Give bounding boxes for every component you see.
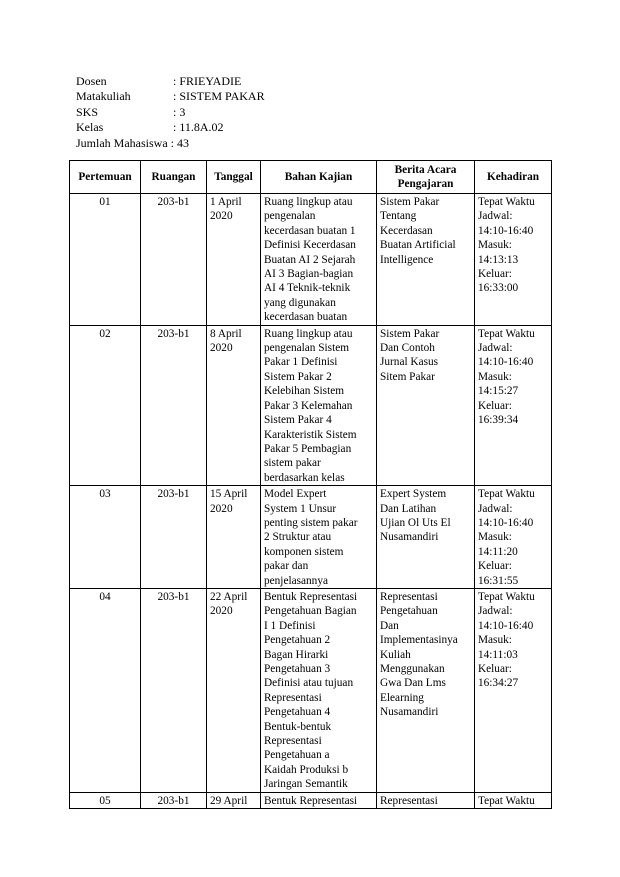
table-header-row: [70, 161, 552, 194]
header-kehadiran: Kehadiran: [475, 161, 552, 194]
table-row: [70, 588, 552, 792]
cell-tanggal: 1 April 2020: [207, 194, 261, 326]
matakuliah-label: Matakuliah: [76, 89, 131, 104]
cell-kehadiran: Tepat Waktu Jadwal: 14:10-16:40 Masuk: 14:11:20 Keluar: 16:31:55: [475, 486, 552, 589]
cell-berita-acara: Representasi: [377, 792, 475, 808]
cell-bahan-kajian: Bentuk Representasi: [261, 792, 377, 808]
attendance-table: [69, 160, 552, 809]
table-row: [70, 792, 552, 808]
table-row: [70, 325, 552, 485]
cell-kehadiran: Tepat Waktu Jadwal: 14:10-16:40 Masuk: 14:15:27 Keluar: 16:39:34: [475, 325, 552, 485]
matakuliah-value: : SISTEM PAKAR: [173, 89, 265, 104]
cell-bahan-kajian: Bentuk Representasi Pengetahuan Bagian I 1 Definisi Pengetahuan 2 Bagan Hirarki Pengetahuan 3 Definisi atau tujuan Representasi Pengetahuan 4 Bentuk-bentuk Representasi Pengetahuan a Kaidah Produksi b Jaringan Semantik: [261, 588, 377, 792]
dosen-row: [76, 74, 265, 89]
cell-tanggal: 29 April: [207, 792, 261, 808]
sks-value: : 3: [173, 104, 186, 119]
kelas-value: : 11.8A.02: [173, 120, 224, 135]
cell-pertemuan: 03: [70, 486, 141, 589]
table-row: [70, 194, 552, 326]
cell-pertemuan: 05: [70, 792, 141, 808]
header-ruangan: Ruangan: [141, 161, 207, 194]
header-pertemuan: Pertemuan: [70, 161, 141, 194]
sks-label: SKS: [76, 104, 99, 119]
cell-pertemuan: 04: [70, 588, 141, 792]
cell-ruangan: 203-b1: [141, 325, 207, 485]
cell-ruangan: 203-b1: [141, 194, 207, 326]
cell-kehadiran: Tepat Waktu Jadwal: 14:10-16:40 Masuk: 14:11:03 Keluar: 16:34:27: [475, 588, 552, 792]
header-tanggal: Tanggal: [207, 161, 261, 194]
cell-bahan-kajian: Ruang lingkup atau pengenalan Sistem Pakar 1 Definisi Sistem Pakar 2 Kelebihan Sistem Pakar 3 Kelemahan Sistem Pakar 4 Karakteristik Sistem Pakar 5 Pembagian sistem pakar berdasarkan kelas: [261, 325, 377, 485]
cell-tanggal: 8 April 2020: [207, 325, 261, 485]
cell-tanggal: 15 April 2020: [207, 486, 261, 589]
cell-bahan-kajian: Ruang lingkup atau pengenalan kecerdasan buatan 1 Definisi Kecerdasan Buatan AI 2 Sejarah AI 3 Bagian-bagian AI 4 Teknik-teknik yang digunakan kecerdasan buatan: [261, 194, 377, 326]
sks-row: [76, 105, 265, 120]
cell-kehadiran: Tepat Waktu: [475, 792, 552, 808]
cell-berita-acara: Expert System Dan Latihan Ujian Ol Uts El Nusamandiri: [377, 486, 475, 589]
cell-bahan-kajian: Model Expert System 1 Unsur penting sistem pakar 2 Struktur atau komponen sistem pakar dan penjelasannya: [261, 486, 377, 589]
kelas-row: [76, 120, 265, 135]
jumlah-row: [76, 136, 265, 151]
cell-berita-acara: Representasi Pengetahuan Dan Implementasinya Kuliah Menggunakan Gwa Dan Lms Elearning Nusamandiri: [377, 588, 475, 792]
cell-tanggal: 22 April 2020: [207, 588, 261, 792]
cell-ruangan: 203-b1: [141, 792, 207, 808]
dosen-value: : FRIEYADIE: [173, 74, 242, 88]
header-berita-acara: Berita Acara Pengajaran: [377, 161, 475, 194]
cell-pertemuan: 01: [70, 194, 141, 326]
course-info: [76, 74, 265, 151]
cell-ruangan: 203-b1: [141, 486, 207, 589]
cell-berita-acara: Sistem Pakar Dan Contoh Jurnal Kasus Sitem Pakar: [377, 325, 475, 485]
dosen-label: Dosen: [76, 74, 107, 88]
cell-kehadiran: Tepat Waktu Jadwal: 14:10-16:40 Masuk: 14:13:13 Keluar: 16:33:00: [475, 194, 552, 326]
header-bahan-kajian: Bahan Kajian: [261, 161, 377, 194]
jumlah-mahasiswa: Jumlah Mahasiswa : 43: [76, 135, 189, 150]
cell-berita-acara: Sistem Pakar Tentang Kecerdasan Buatan Artificial Intelligence: [377, 194, 475, 326]
kelas-label: Kelas: [76, 120, 104, 135]
cell-ruangan: 203-b1: [141, 588, 207, 792]
cell-pertemuan: 02: [70, 325, 141, 485]
table-row: [70, 486, 552, 589]
matakuliah-row: [76, 89, 265, 104]
